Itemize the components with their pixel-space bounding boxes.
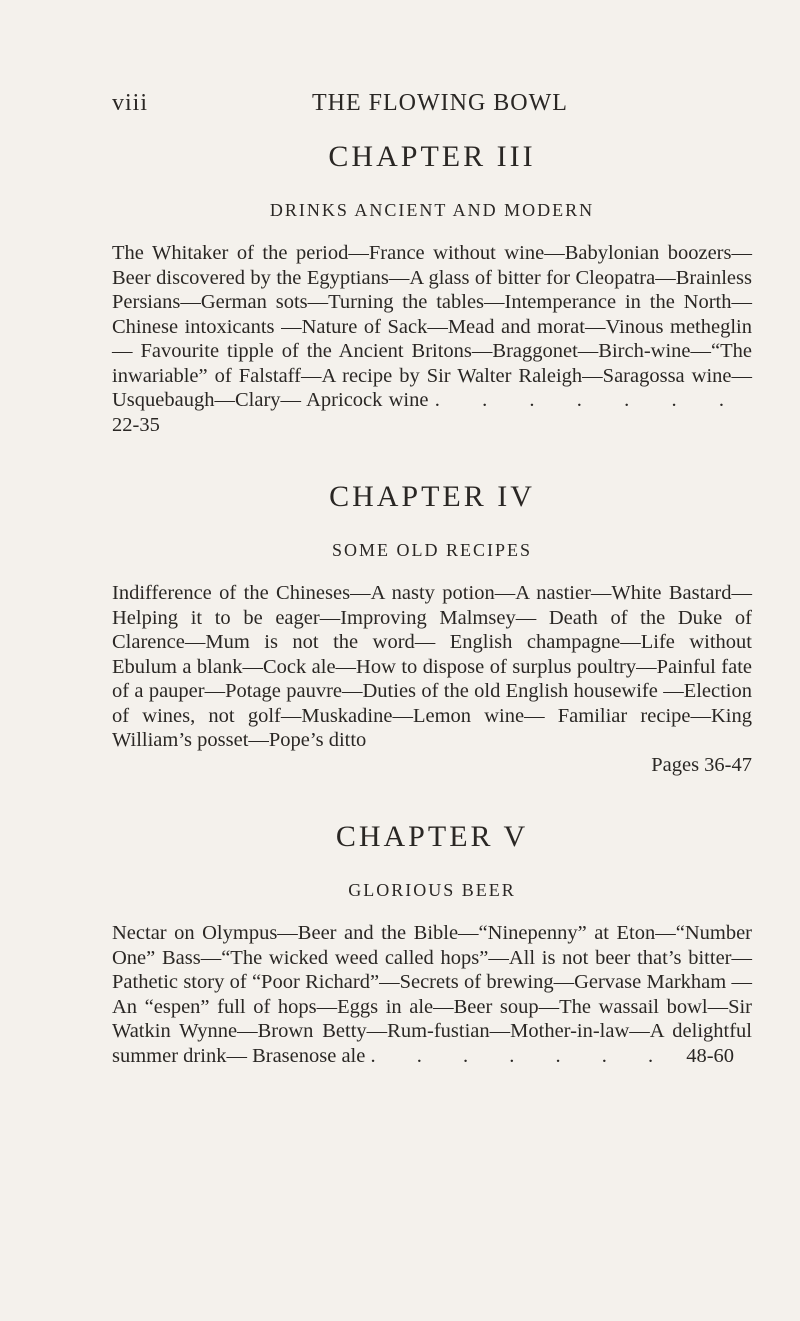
chapter-summary	[112, 921, 752, 1068]
chapter-summary-text: Indifference of the Chineses—A nasty potion—A nastier—White Bastard—Helping it to be eager—Improving Malmsey— Death of the Duke of Clarence—Mum is not the word— English champagne—Life without Ebulum a blank—Cock ale—How to dispose of surplus poultry—Painful fate of a pauper—Potage pauvre—Duties of the old English housewife —Election of wines, not golf—Muskadine—Lemon wine— Familiar recipe—King William’s posset—Pope’s ditto	[112, 582, 752, 751]
page-reference: Pages 36-47	[651, 753, 752, 776]
chapter-subtitle: GLORIOUS BEER	[348, 880, 516, 900]
leader-dots: . . . . . . .	[370, 1044, 672, 1067]
chapter-heading: CHAPTER III	[328, 140, 536, 173]
chapter-subtitle: DRINKS ANCIENT AND MODERN	[269, 200, 595, 220]
page-number: viii	[112, 90, 149, 116]
page-reference: 48-60	[686, 1044, 735, 1067]
chapter-heading: CHAPTER IV	[329, 480, 535, 513]
leader-dots: . . . . . . .	[434, 389, 742, 411]
chapter-section	[112, 820, 752, 1068]
chapter-heading: CHAPTER V	[335, 820, 529, 853]
chapter-section	[112, 480, 752, 777]
page-reference: 22-35	[112, 413, 160, 436]
running-title: THE FLOWING BOWL	[312, 90, 568, 116]
running-head	[112, 90, 752, 130]
chapter-section	[112, 140, 752, 437]
chapter-summary-text: The Whitaker of the period—France without wine—Babylonian boozers—Beer discovered by the Egyptians—A glass of bitter for Cleopatra—Brainless Persians—German sots—Turning the tables—Intemperance in the North—Chinese intoxicants —Nature of Sack—Mead and morat—Vinous metheglin— Favourite tipple of the Ancient Britons—Braggonet—Birch-wine—“The inwariable” of Falstaff—A recipe by Sir Walter Raleigh—Saragossa wine—Usquebaugh—Clary— Apricock wine	[112, 242, 752, 411]
chapter-summary-text: Nectar on Olympus—Beer and the Bible—“Ninepenny” at Eton—“Number One” Bass—“The wicked weed called hops”—All is not beer that’s bitter—Pathetic story of “Poor Richard”—Secrets of brewing—Gervase Markham —An “espen” full of hops—Eggs in ale—Beer soup—The wassail bowl—Sir Watkin Wynne—Brown Betty—Rum-fustian—Mother-in-law—A delightful summer drink— Brasenose ale	[112, 922, 752, 1067]
chapter-subtitle: SOME OLD RECIPES	[331, 540, 533, 560]
chapter-summary	[112, 241, 752, 437]
chapter-summary	[112, 581, 752, 777]
